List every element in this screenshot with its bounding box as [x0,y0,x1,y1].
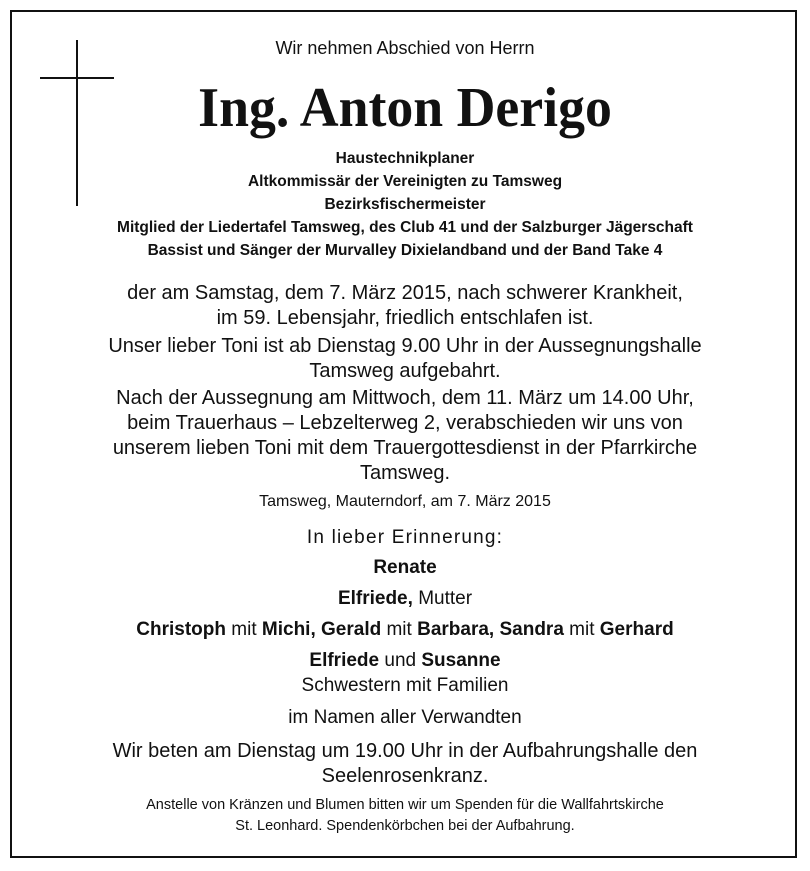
rosary-line-1: Wir beten am Dienstag um 19.00 Uhr in der Aufbahrungshalle den [112,740,698,762]
mourner-renate: Renate [373,557,437,578]
conj-mit-1: mit [226,619,262,640]
sisters-families: Schwestern mit Familien [301,675,509,696]
place-date: Tamsweg, Mauterndorf, am 7. März 2015 [259,493,551,510]
relatives-line: im Namen aller Verwandten [288,707,522,728]
body-line-7: unserem lieben Toni mit dem Trauergottesdienst in der Pfarrkirche [112,437,698,459]
title-line-4: Mitglied der Liedertafel Tamsweg, des Club 41 und der Salzburger Jägerschaft [117,219,693,236]
body-line-4: Tamsweg aufgebahrt. [309,360,501,382]
relation-mutter: Mutter [412,588,473,609]
body-line-3: Unser lieber Toni ist ab Dienstag 9.00 Uhr in der Aussegnungshalle [108,335,702,357]
mourner-susanne: Susanne [421,650,501,671]
body-line-2: im 59. Lebensjahr, friedlich entschlafen ist. [216,307,594,329]
body-line-6: beim Trauerhaus – Lebzelterweg 2, verabschieden wir uns von [127,412,683,434]
mourner-elfriede: Elfriede, [337,588,413,609]
deceased-name: Ing. Anton Derigo [198,77,612,139]
rosary-line-2: Seelenrosenkranz. [321,765,489,787]
mourner-sisters-line [0,650,810,672]
title-line-5: Bassist und Sänger der Murvalley Dixielandband und der Band Take 4 [147,242,663,259]
conj-und: und [379,650,422,671]
footer-line-2: St. Leonhard. Spendenkörbchen bei der Aufbahrung. [235,818,575,834]
body-line-1: der am Samstag, dem 7. März 2015, nach schwerer Krankheit, [127,282,683,304]
mourner-michi-gerald: Michi, Gerald [261,619,382,640]
footer-line-1: Anstelle von Kränzen und Blumen bitten wir um Spenden für die Wallfahrtskirche [146,797,664,813]
mourner-siblings-line [0,619,810,641]
conj-mit-2: mit [381,619,418,640]
title-line-1: Haustechnikplaner [335,150,475,167]
body-line-5: Nach der Aussegnung am Mittwoch, dem 11. März um 14.00 Uhr, [116,387,694,409]
body-line-8: Tamsweg. [359,462,451,484]
mourner-barbara-sandra: Barbara, Sandra [417,619,564,640]
mourner-mother-line [0,588,810,610]
intro-text: Wir nehmen Abschied von Herrn [275,38,535,58]
mourner-gerhard: Gerhard [599,619,674,640]
mourner-christoph: Christoph [136,619,226,640]
conj-mit-3: mit [563,619,600,640]
memory-heading: In lieber Erinnerung: [306,527,504,548]
title-line-3: Bezirksfischermeister [324,196,486,213]
title-line-2: Altkommissär der Vereinigten zu Tamsweg [247,173,563,190]
mourner-elfriede-2: Elfriede [309,650,380,671]
